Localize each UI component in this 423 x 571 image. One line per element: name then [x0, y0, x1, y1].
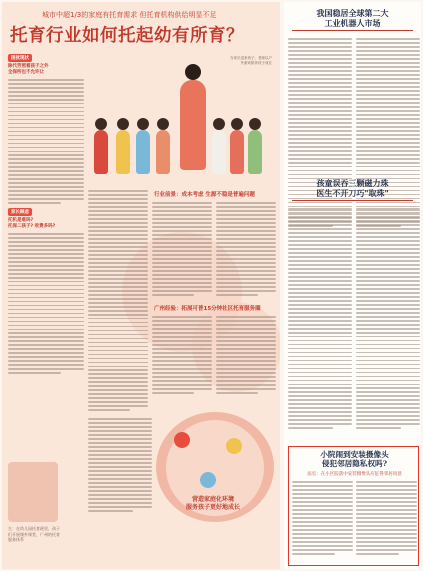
headline: 托育行业如何托起幼有所育？ — [10, 26, 244, 46]
boxed-brief-subtitle: 法官：在小区院落中安装摄像头应征得邻居同意 — [307, 472, 402, 477]
brief-title-1: 我国稳居全球第二大 工业机器人市场 — [292, 8, 413, 31]
body-text — [152, 200, 212, 298]
section-title-2: 广州经验：拓展可普15分钟社区托育服务圈 — [154, 306, 261, 312]
kicker: 城市中超1/3的家庭有托育需求 但托育机构供给明显不足 — [42, 11, 217, 19]
body-text — [216, 200, 276, 298]
lead-photo — [88, 52, 274, 180]
subhead-1: 困扰现状 除代劳照看孩子之外 全保所也不允许让 — [8, 56, 49, 76]
photo-caption: 当家长送来孩子，老师以户外游戏陪伴孩子成长 — [230, 56, 272, 65]
photo-note: 左：在幼儿园托育班里，孩子们开展课外课堂，广州的托育服务体系 — [8, 526, 60, 543]
boxed-brief-title: 小院闹到安装摄像头 侵犯邻居隐私权吗? — [320, 450, 389, 469]
body-text — [88, 416, 152, 514]
boxed-brief-body — [292, 479, 417, 557]
body-text — [8, 233, 84, 374]
body-text — [152, 314, 212, 396]
body-text — [216, 314, 276, 396]
body-text — [88, 188, 148, 413]
brief-title-2: 孩童误吞三颗磁力珠 医生不开刀巧"取珠" — [292, 178, 413, 201]
body-text — [8, 79, 84, 204]
subhead-2: 家长顾虑 托机是难吗? 托保二孩子? 收费多吗? — [8, 210, 56, 230]
section-title-1: 行业前景：成本考虑 生源不稳是普遍问题 — [154, 192, 255, 198]
left-column — [8, 54, 84, 376]
feature-panel — [2, 2, 280, 569]
boxed-brief — [288, 446, 419, 566]
brief-2-body — [288, 206, 420, 431]
illustration-caption: 营造家庭化环境 服务孩子更好地成长 — [186, 496, 241, 512]
corner-photo — [8, 462, 58, 522]
